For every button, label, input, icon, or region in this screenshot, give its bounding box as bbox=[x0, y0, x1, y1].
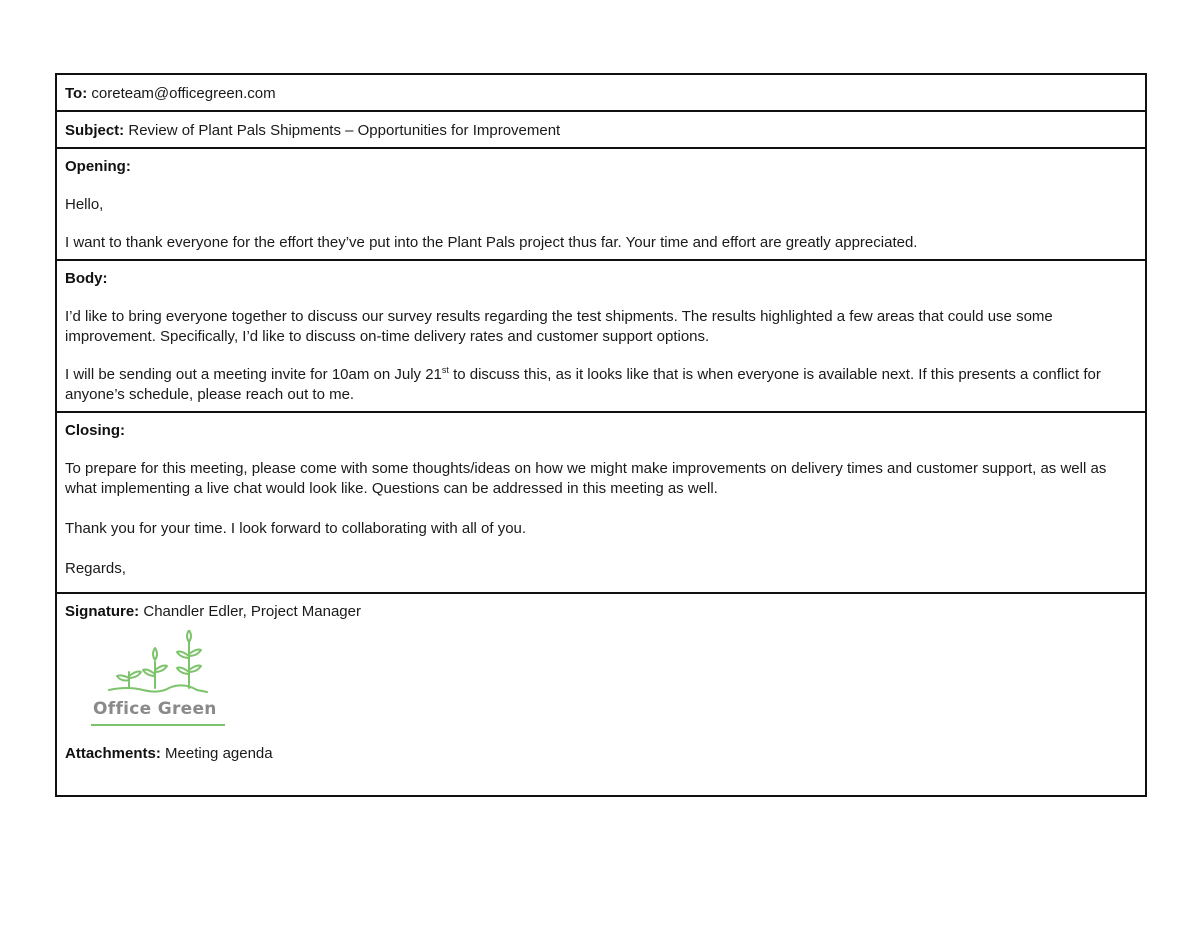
to-label: To: bbox=[65, 85, 88, 102]
regards-text: Regards, bbox=[65, 560, 126, 577]
opening-label: Opening: bbox=[65, 158, 131, 175]
attachment-item[interactable]: Meeting agenda bbox=[165, 745, 273, 762]
logo-underline bbox=[91, 724, 225, 726]
to-address: coreteam@officegreen.com bbox=[91, 85, 276, 102]
closing-cell bbox=[56, 412, 1146, 593]
ordinal-suffix: st bbox=[441, 365, 449, 375]
body-row bbox=[56, 260, 1146, 412]
closing-row bbox=[56, 412, 1146, 593]
subject-cell bbox=[56, 111, 1146, 148]
signature-cell bbox=[56, 593, 1146, 796]
signature-label: Signature: bbox=[65, 603, 140, 620]
body-paragraph-1: I’d like to bring everyone together to discuss our survey results regarding the test shipments. The results highlighted a few areas that could use some improvement. Specifically, I’d like to discuss on-time delivery rates and customer support options. bbox=[65, 308, 1053, 345]
closing-paragraph-1: To prepare for this meeting, please come with some thoughts/ideas on how we might make improvements on delivery times and customer support, as well as what implementing a live chat would look like. Questions can be addressed in this meeting as well. bbox=[65, 460, 1107, 497]
opening-paragraph: I want to thank everyone for the effort they’ve put into the Plant Pals project thus far. Your time and effort are greatly appreciated. bbox=[65, 234, 918, 251]
logo-wordmark: Office Green bbox=[93, 699, 217, 719]
subject-text: Review of Plant Pals Shipments – Opportunities for Improvement bbox=[128, 122, 561, 139]
body-paragraph-2-start: I will be sending out a meeting invite for 10am on July 21 bbox=[65, 366, 442, 383]
to-cell bbox=[56, 74, 1146, 111]
to-row bbox=[56, 74, 1146, 111]
opening-row bbox=[56, 148, 1146, 260]
subject-row bbox=[56, 111, 1146, 148]
body-cell bbox=[56, 260, 1146, 412]
closing-paragraph-2: Thank you for your time. I look forward to collaborating with all of you. bbox=[65, 520, 527, 537]
body-paragraph-2 bbox=[65, 365, 1137, 405]
sprouting-plants-icon bbox=[107, 630, 223, 696]
subject-label: Subject: bbox=[65, 122, 125, 139]
body-label: Body: bbox=[65, 270, 108, 287]
opening-greeting: Hello, bbox=[65, 196, 104, 213]
opening-cell bbox=[56, 148, 1146, 260]
body-paragraph-2-end: to discuss this, as it looks like that is when everyone is available next. If this presents a conflict for anyone’s schedule, please reach out to me. bbox=[65, 366, 1101, 403]
email-draft-table bbox=[55, 73, 1147, 797]
signature-name: Chandler Edler, Project Manager bbox=[143, 603, 361, 620]
signature-line bbox=[65, 602, 1137, 622]
attachments-label: Attachments: bbox=[65, 745, 161, 762]
closing-label: Closing: bbox=[65, 422, 125, 439]
attachments-line bbox=[65, 744, 1137, 764]
signature-row bbox=[56, 593, 1146, 796]
office-green-logo bbox=[91, 630, 231, 730]
